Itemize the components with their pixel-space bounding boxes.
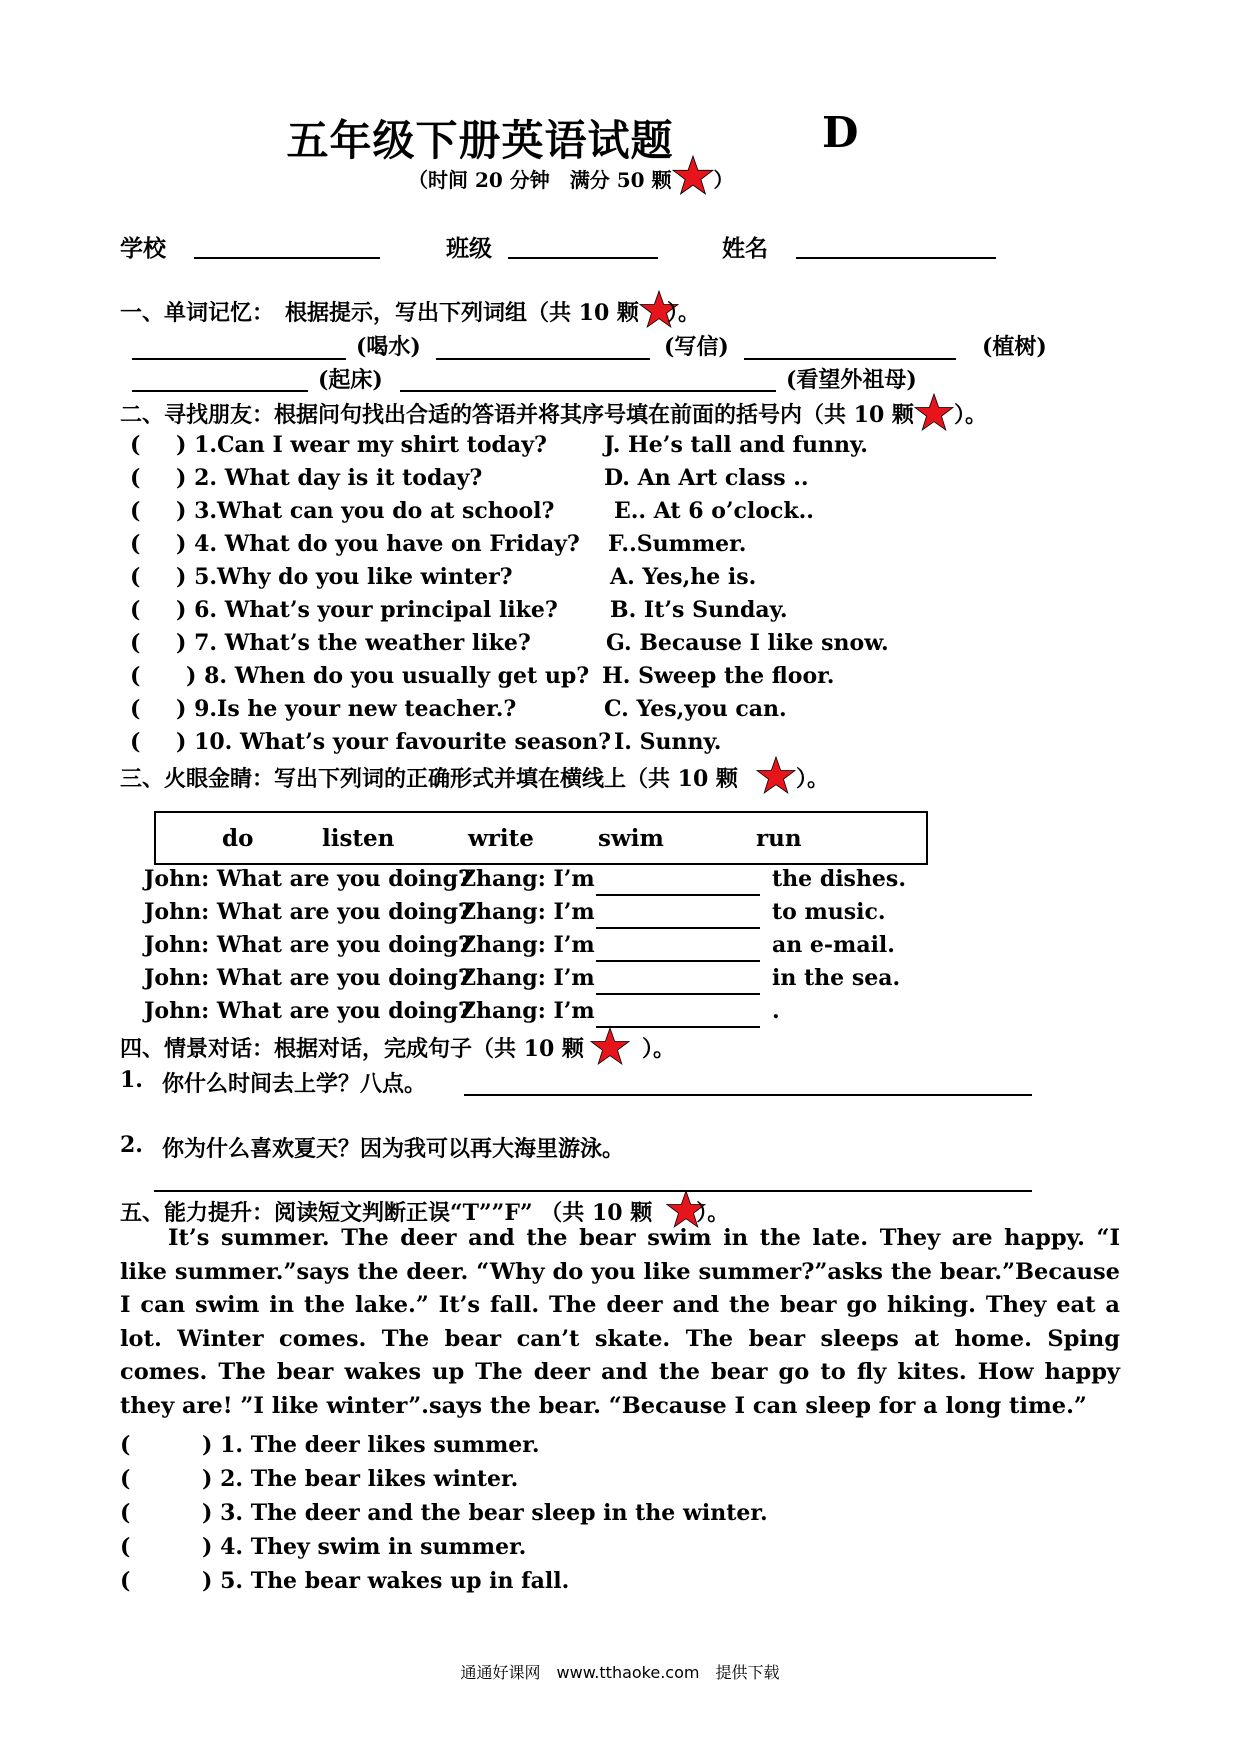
star-icon: [590, 1027, 630, 1065]
dialog-ending: .: [772, 998, 780, 1024]
section4-heading: [120, 1032, 675, 1065]
bracket[interactable]: (: [130, 564, 141, 590]
fill-blank[interactable]: [596, 927, 760, 929]
question-7: ) 7. What’s the weather like?: [176, 630, 531, 656]
hint-1: (喝水): [356, 334, 421, 360]
word-write: write: [468, 825, 534, 852]
reading-passage: [120, 1222, 1120, 1423]
word-swim: swim: [598, 825, 664, 852]
item-number: 2.: [120, 1132, 143, 1158]
statement-5: ) 5. The bear wakes up in fall.: [202, 1568, 570, 1594]
dialog-answer: Zhang: I’m: [460, 899, 595, 925]
answer-line[interactable]: [464, 1094, 1032, 1096]
section5-heading-end: ）。: [696, 1200, 730, 1226]
name-label: 姓名: [722, 235, 768, 262]
dialog-question: John: What are you doing?: [144, 899, 471, 925]
blank-5[interactable]: [400, 390, 776, 392]
bracket[interactable]: (: [120, 1466, 131, 1492]
bracket[interactable]: (: [120, 1534, 131, 1560]
class-field[interactable]: [508, 257, 658, 259]
star-icon: [672, 155, 714, 195]
answer-a: A. Yes,he is.: [610, 564, 757, 590]
answer-g: G. Because I like snow.: [606, 630, 889, 656]
item-number: 1.: [120, 1067, 143, 1093]
bracket[interactable]: (: [130, 498, 141, 524]
bracket[interactable]: (: [130, 531, 141, 557]
hint-2: (写信): [664, 334, 729, 360]
dialog-ending: to music.: [772, 899, 886, 925]
section1-heading: [120, 296, 700, 328]
passage-text: It’s summer. The deer and the bear swim in the late. They are happy. “I like summer.”says the deer. “Why do you like summer?”asks the bear.”Because I can swim in the lake.” It’s fall. The deer and the bear go hiking. They eat a lot. Winter comes. The bear can’t skate. The bear sleeps at home. Sping comes. The bear wakes up The deer and the bear go to fly kites. How happy they are! ”I like winter”.says the bear. “Because I can sleep for a long time.”: [120, 1225, 1120, 1419]
section2-heading-text: 二、寻找朋友：根据问句找出合适的答语并将其序号填在前面的括号内（共 10 颗: [120, 402, 914, 428]
star-icon: [914, 393, 954, 431]
bracket[interactable]: (: [120, 1432, 131, 1458]
answer-d: D. An Art class ..: [604, 465, 809, 491]
question-3: ) 3.What can you do at school?: [176, 498, 555, 524]
section4-heading-text: 四、情景对话：根据对话，完成句子（共 10 颗: [120, 1036, 584, 1062]
blank-2[interactable]: [436, 358, 650, 360]
question-5: ) 5.Why do you like winter?: [176, 564, 513, 590]
dialog-ending: the dishes.: [772, 866, 906, 892]
dialog-ending: an e-mail.: [772, 932, 895, 958]
subtitle-end: ）: [713, 168, 734, 192]
footer-text: 通通好课网 www.tthaoke.com 提供下载: [460, 1663, 780, 1682]
statement-1: ) 1. The deer likes summer.: [202, 1432, 540, 1458]
blank-4[interactable]: [132, 390, 308, 392]
item-prompt: 你什么时间去上学？八点。: [162, 1071, 427, 1097]
bracket[interactable]: (: [130, 663, 141, 689]
bracket[interactable]: (: [130, 465, 141, 491]
question-6: ) 6. What’s your principal like?: [176, 597, 558, 623]
answer-e: E.. At 6 o’clock..: [614, 498, 814, 524]
question-9: ) 9.Is he your new teacher.?: [176, 696, 517, 722]
title-letter: D: [822, 108, 859, 157]
word-run: run: [756, 825, 802, 852]
item-prompt: 你为什么喜欢夏天？因为我可以再大海里游泳。: [162, 1136, 625, 1162]
star-icon: [756, 756, 796, 794]
answer-line[interactable]: [154, 1190, 1032, 1192]
section2-heading-end: ）。: [953, 402, 987, 428]
hint-5: (看望外祖母): [786, 367, 917, 393]
bracket[interactable]: (: [130, 696, 141, 722]
word-listen: listen: [322, 825, 395, 852]
answer-j: J. He’s tall and funny.: [604, 432, 868, 458]
dialog-ending: in the sea.: [772, 965, 901, 991]
fill-blank[interactable]: [596, 960, 760, 962]
section1-heading-end: ）。: [666, 300, 700, 326]
bracket[interactable]: (: [130, 597, 141, 623]
dialog-answer: Zhang: I’m: [460, 932, 595, 958]
word-do: do: [222, 825, 254, 852]
answer-f: F..Summer.: [608, 531, 747, 557]
dialog-question: John: What are you doing?: [144, 866, 471, 892]
section4-heading-end: ）。: [641, 1036, 675, 1062]
section5-heading-text: 五、能力提升：阅读短文判断正误“T””F” （共 10 颗: [120, 1200, 653, 1226]
question-1: ) 1.Can I wear my shirt today?: [176, 432, 547, 458]
dialog-answer: Zhang: I’m: [460, 965, 595, 991]
statement-4: ) 4. They swim in summer.: [202, 1534, 527, 1560]
hint-3: (植树): [982, 334, 1047, 360]
section2-heading: [120, 398, 987, 431]
subtitle: [408, 164, 734, 195]
fill-blank[interactable]: [596, 894, 760, 896]
school-label: 学校: [120, 235, 166, 262]
hint-4: (起床): [318, 367, 383, 393]
question-2: ) 2. What day is it today?: [176, 465, 483, 491]
blank-1[interactable]: [132, 358, 346, 360]
school-field[interactable]: [194, 257, 380, 259]
statement-2: ) 2. The bear likes winter.: [202, 1466, 519, 1492]
blank-3[interactable]: [744, 358, 956, 360]
bracket[interactable]: (: [130, 630, 141, 656]
question-8: ) 8. When do you usually get up?: [186, 663, 590, 689]
bracket[interactable]: (: [120, 1568, 131, 1594]
dialog-question: John: What are you doing?: [144, 965, 471, 991]
class-label: 班级: [446, 235, 492, 262]
answer-i: I. Sunny.: [614, 729, 722, 755]
bracket[interactable]: (: [130, 432, 141, 458]
question-4: ) 4. What do you have on Friday?: [176, 531, 580, 557]
answer-b: B. It’s Sunday.: [610, 597, 788, 623]
bracket[interactable]: (: [120, 1500, 131, 1526]
fill-blank[interactable]: [596, 993, 760, 995]
dialog-answer: Zhang: I’m: [460, 998, 595, 1024]
subtitle-text: （时间 20 分钟 满分 50 颗: [408, 168, 672, 192]
dialog-question: John: What are you doing?: [144, 932, 471, 958]
name-field[interactable]: [796, 257, 996, 259]
dialog-answer: Zhang: I’m: [460, 866, 595, 892]
page-title: 五年级下册英语试题: [286, 116, 674, 165]
statement-3: ) 3. The deer and the bear sleep in the winter.: [202, 1500, 768, 1526]
section3-heading-end: ）。: [795, 766, 829, 792]
word-box: [154, 811, 928, 865]
section3-heading: [120, 762, 829, 794]
answer-h: H. Sweep the floor.: [602, 663, 835, 689]
answer-c: C. Yes,you can.: [604, 696, 787, 722]
question-10: ) 10. What’s your favourite season?: [176, 729, 612, 755]
bracket[interactable]: (: [130, 729, 141, 755]
section3-heading-text: 三、火眼金睛：写出下列词的正确形式并填在横线上（共 10 颗: [120, 766, 738, 792]
section1-heading-text: 一、单词记忆： 根据提示，写出下列词组（共 10 颗: [120, 300, 639, 326]
dialog-question: John: What are you doing?: [144, 998, 471, 1024]
